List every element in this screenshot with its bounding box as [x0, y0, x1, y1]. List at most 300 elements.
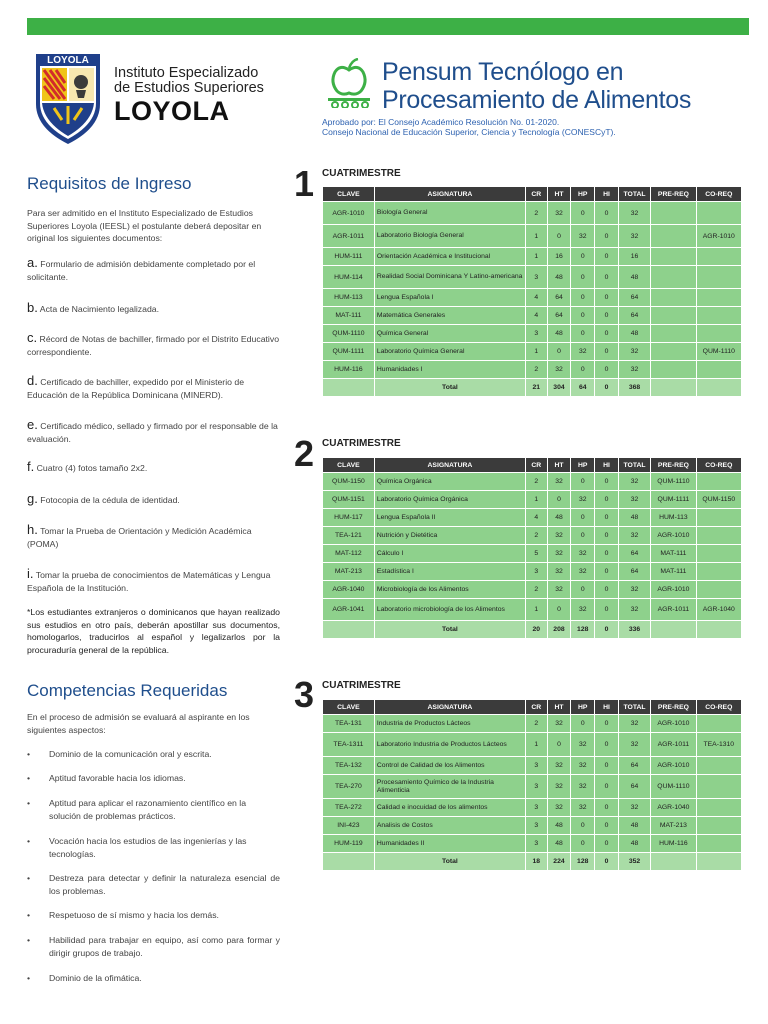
total-cell [696, 621, 741, 639]
table-cell: 32 [571, 733, 595, 757]
table-cell: 16 [547, 248, 571, 266]
total-cell: Total [374, 853, 525, 871]
table-cell [696, 473, 741, 491]
table-cell: 32 [618, 343, 650, 361]
table-cell: 0 [595, 289, 619, 307]
table-cell: TEA-1311 [323, 733, 375, 757]
table-cell: Industria de Productos Lácteos [374, 715, 525, 733]
total-cell [323, 853, 375, 871]
table-cell: 3 [526, 757, 548, 775]
table-cell: Analisis de Costos [374, 817, 525, 835]
table-header-row [323, 187, 742, 202]
table-cell: Lengua Española II [374, 509, 525, 527]
table-cell: 64 [618, 307, 650, 325]
total-cell [651, 853, 696, 871]
total-cell: 64 [571, 379, 595, 397]
table-cell: 0 [547, 343, 571, 361]
table-cell: 0 [595, 545, 619, 563]
competencia-item: • Dominio de la comunicación oral y escrita. [27, 749, 212, 759]
table-cell: 5 [526, 545, 548, 563]
table-cell: 4 [526, 307, 548, 325]
table-cell [696, 289, 741, 307]
table-cell: Control de Calidad de los Alimentos [374, 757, 525, 775]
table-cell: 3 [526, 266, 548, 289]
table-cell: 0 [595, 835, 619, 853]
total-cell [651, 379, 696, 397]
table-cell: 0 [571, 835, 595, 853]
table-cell [696, 799, 741, 817]
table-cell [651, 266, 696, 289]
competencia-item: • Aptitud para aplicar el razonamiento científico en la solución de problemas prácticos. [27, 798, 247, 821]
table-cell: 32 [547, 775, 571, 799]
table-cell: QUM-1110 [696, 343, 741, 361]
table-cell: 0 [595, 817, 619, 835]
table-cell: 32 [618, 715, 650, 733]
table-cell: 0 [571, 202, 595, 225]
table-cell: 64 [547, 289, 571, 307]
requisito-item: i. Tomar la prueba de conocimientos de Matemáticas y Lengua Española de la Institución. [27, 566, 271, 593]
table-cell: QUM-1111 [651, 491, 696, 509]
table-cell: HUM-116 [323, 361, 375, 379]
table-row [323, 325, 742, 343]
table-cell [651, 289, 696, 307]
table-cell: 48 [547, 266, 571, 289]
column-header: ASIGNATURA [374, 700, 525, 715]
table-cell: 64 [618, 757, 650, 775]
table-cell: 0 [571, 248, 595, 266]
total-cell: 128 [571, 621, 595, 639]
table-cell: QUM-1110 [651, 775, 696, 799]
table-cell: QUM-1150 [323, 473, 375, 491]
table-cell [651, 248, 696, 266]
table-cell: 0 [571, 266, 595, 289]
table-cell: INI-423 [323, 817, 375, 835]
table-cell: Lengua Española I [374, 289, 525, 307]
requisito-item: f. Cuatro (4) fotos tamaño 2x2. [27, 459, 148, 474]
table-cell: Laboratorio Química General [374, 343, 525, 361]
table-row [323, 757, 742, 775]
table-row [323, 581, 742, 599]
table-cell: AGR-1041 [323, 599, 375, 621]
column-header: CO-REQ [696, 458, 741, 473]
table-cell: MAT-111 [323, 307, 375, 325]
table-row [323, 563, 742, 581]
table-cell [651, 307, 696, 325]
table-cell: Cálculo I [374, 545, 525, 563]
requisito-item: g. Fotocopia de la cédula de identidad. [27, 491, 180, 506]
table-cell: 32 [547, 202, 571, 225]
table-cell [696, 527, 741, 545]
column-header: HT [547, 458, 571, 473]
total-row [323, 379, 742, 397]
table-cell: AGR-1011 [651, 733, 696, 757]
requisitos-title: Requisitos de Ingreso [27, 174, 192, 193]
semester-number: 2 [294, 433, 315, 474]
table-cell: 0 [595, 266, 619, 289]
table-cell: 3 [526, 325, 548, 343]
table-header-row [323, 700, 742, 715]
table-cell: TEA-272 [323, 799, 375, 817]
table-cell [696, 715, 741, 733]
table-cell: 0 [571, 361, 595, 379]
total-cell: 128 [571, 853, 595, 871]
table-cell: 0 [595, 225, 619, 248]
table-cell: Humanidades I [374, 361, 525, 379]
table-cell: QUM-1110 [323, 325, 375, 343]
table-cell: 0 [595, 527, 619, 545]
total-cell: 368 [618, 379, 650, 397]
table-cell [696, 248, 741, 266]
total-cell: 0 [595, 853, 619, 871]
table-cell: Matemática Generales [374, 307, 525, 325]
table-cell: 0 [595, 563, 619, 581]
table-cell: Procesamiento Químico de la Industria Alimenticia [374, 775, 525, 799]
table-cell: 32 [547, 563, 571, 581]
semester-number: 3 [294, 674, 315, 715]
requisito-item: h. Tomar la Prueba de Orientación y Medición Académica (POMA) [27, 522, 252, 549]
total-cell: 0 [595, 379, 619, 397]
competencias-title: Competencias Requeridas [27, 681, 228, 700]
svg-text:LOYOLA: LOYOLA [47, 55, 89, 66]
semester-label: CUATRIMESTRE [322, 438, 401, 449]
table-cell: 3 [526, 775, 548, 799]
table-row [323, 307, 742, 325]
table-cell: AGR-1010 [651, 581, 696, 599]
table-cell [696, 581, 741, 599]
semester-label: CUATRIMESTRE [322, 168, 401, 179]
requisito-item: a. Formulario de admisión debidamente completado por el solicitante. [27, 255, 256, 282]
column-header: TOTAL [618, 700, 650, 715]
total-row [323, 853, 742, 871]
table-cell: 4 [526, 289, 548, 307]
table-cell: TEA-131 [323, 715, 375, 733]
column-header: HI [595, 458, 619, 473]
table-cell: 32 [571, 563, 595, 581]
total-cell: 20 [526, 621, 548, 639]
column-header: PRE-REQ [651, 700, 696, 715]
table-cell: MAT-213 [323, 563, 375, 581]
semester-number: 1 [294, 163, 315, 204]
table-cell: 48 [547, 325, 571, 343]
approval-note: Aprobado por: El Consejo Académico Resolución No. 01-2020. Consejo Nacional de Educación Superior, Ciencia y Tecnología (CONESCyT). [322, 117, 616, 137]
table-cell: MAT-213 [651, 817, 696, 835]
table-cell [651, 343, 696, 361]
table-cell: 48 [618, 817, 650, 835]
total-cell: Total [374, 379, 525, 397]
table-cell: 32 [571, 757, 595, 775]
table-cell: 0 [571, 527, 595, 545]
column-header: TOTAL [618, 187, 650, 202]
table-row [323, 473, 742, 491]
total-cell: 304 [547, 379, 571, 397]
table-cell [696, 361, 741, 379]
table-cell: 32 [571, 343, 595, 361]
table-row [323, 248, 742, 266]
table-cell: QUM-1150 [696, 491, 741, 509]
table-row [323, 491, 742, 509]
table-cell: Química General [374, 325, 525, 343]
table-cell: 0 [547, 599, 571, 621]
table-cell: 32 [618, 225, 650, 248]
loyola-shield-logo [32, 46, 104, 146]
table-cell [696, 775, 741, 799]
table-cell: 0 [571, 817, 595, 835]
table-cell: 32 [618, 491, 650, 509]
table-cell: 16 [618, 248, 650, 266]
table-cell: 1 [526, 225, 548, 248]
table-cell [651, 325, 696, 343]
column-header: TOTAL [618, 458, 650, 473]
table-cell: HUM-116 [651, 835, 696, 853]
competencia-item: • Respetuoso de sí mismo y hacia los demás. [27, 910, 219, 920]
table-cell: 0 [595, 799, 619, 817]
table-cell: Calidad e inocuidad de los alimentos [374, 799, 525, 817]
table-cell: 32 [618, 361, 650, 379]
table-cell: 32 [618, 733, 650, 757]
table-cell: 0 [571, 325, 595, 343]
table-cell: 32 [618, 581, 650, 599]
table-cell: AGR-1011 [323, 225, 375, 248]
table-cell [696, 757, 741, 775]
column-header: CLAVE [323, 700, 375, 715]
table-cell: 0 [571, 307, 595, 325]
table-cell: 48 [547, 817, 571, 835]
table-cell: 0 [595, 491, 619, 509]
table-cell: AGR-1010 [696, 225, 741, 248]
curriculum-table-1 [322, 186, 742, 397]
table-cell: 0 [571, 289, 595, 307]
table-cell: TEA-121 [323, 527, 375, 545]
table-cell: 48 [618, 325, 650, 343]
total-cell [323, 621, 375, 639]
table-row [323, 799, 742, 817]
table-cell: 0 [595, 307, 619, 325]
foreign-students-note: *Los estudiantes extranjeros o dominicanos que hayan realizado sus estudios en otro país, deberán apostillar sus documentos, homologarlos, traducirlos al español y legalizarlos por la procuraduría general de la república. [27, 607, 280, 655]
table-cell: 32 [547, 361, 571, 379]
table-cell: 32 [547, 757, 571, 775]
column-header: HI [595, 187, 619, 202]
table-cell: 48 [547, 509, 571, 527]
table-cell: Orientación Académica e Institucional [374, 248, 525, 266]
table-cell: 1 [526, 248, 548, 266]
column-header: CR [526, 700, 548, 715]
semester-label: CUATRIMESTRE [322, 680, 401, 691]
table-cell: 3 [526, 835, 548, 853]
total-cell: Total [374, 621, 525, 639]
total-cell: 21 [526, 379, 548, 397]
table-cell: AGR-1040 [696, 599, 741, 621]
table-cell [696, 325, 741, 343]
table-cell: 0 [595, 599, 619, 621]
table-cell: 0 [595, 325, 619, 343]
total-cell [323, 379, 375, 397]
table-cell [696, 835, 741, 853]
column-header: HT [547, 700, 571, 715]
table-row [323, 509, 742, 527]
table-cell: 2 [526, 361, 548, 379]
table-row [323, 266, 742, 289]
table-cell [651, 202, 696, 225]
column-header: CO-REQ [696, 700, 741, 715]
table-cell: 32 [618, 202, 650, 225]
table-cell: TEA-132 [323, 757, 375, 775]
requisito-item: d. Certificado de bachiller, expedido por el Ministerio de Educación de la República Dominicana (MINERD). [27, 373, 245, 400]
top-green-bar [27, 18, 749, 35]
table-cell: MAT-111 [651, 545, 696, 563]
table-cell [696, 509, 741, 527]
column-header: HP [571, 187, 595, 202]
table-cell [696, 563, 741, 581]
table-cell [651, 225, 696, 248]
table-cell: 64 [547, 307, 571, 325]
table-cell: Laboratorio Industria de Productos Lácteos [374, 733, 525, 757]
table-cell: 2 [526, 581, 548, 599]
table-cell: 32 [618, 599, 650, 621]
table-header-row [323, 458, 742, 473]
table-cell: 0 [595, 509, 619, 527]
table-cell: HUM-113 [651, 509, 696, 527]
table-cell: AGR-1011 [651, 599, 696, 621]
total-cell: 336 [618, 621, 650, 639]
table-cell: Laboratorio Química Orgánica [374, 491, 525, 509]
table-cell: 32 [618, 527, 650, 545]
table-cell: 1 [526, 599, 548, 621]
table-cell: 32 [618, 473, 650, 491]
table-cell: 32 [571, 599, 595, 621]
table-cell: Biología General [374, 202, 525, 225]
table-row [323, 202, 742, 225]
table-cell: 32 [547, 527, 571, 545]
table-cell: 32 [547, 473, 571, 491]
table-cell: Estadística I [374, 563, 525, 581]
table-cell: 48 [618, 509, 650, 527]
table-cell [651, 361, 696, 379]
table-cell: 0 [571, 715, 595, 733]
column-header: CO-REQ [696, 187, 741, 202]
table-cell: 2 [526, 527, 548, 545]
table-cell: TEA-1310 [696, 733, 741, 757]
table-row [323, 289, 742, 307]
total-cell: 0 [595, 621, 619, 639]
table-cell: 0 [595, 343, 619, 361]
total-cell [696, 379, 741, 397]
apple-icon [326, 58, 372, 108]
table-cell: 32 [571, 491, 595, 509]
total-cell: 224 [547, 853, 571, 871]
table-cell: 0 [547, 225, 571, 248]
table-cell: 3 [526, 799, 548, 817]
table-cell: 0 [571, 509, 595, 527]
competencia-item: • Aptitud favorable hacia los idiomas. [27, 773, 186, 783]
total-cell [696, 853, 741, 871]
institution-name: Instituto Especializado de Estudios Superiores LOYOLA [114, 65, 264, 126]
table-cell: AGR-1010 [651, 757, 696, 775]
table-cell: 1 [526, 491, 548, 509]
table-cell [696, 545, 741, 563]
competencias-intro: En el proceso de admisión se evaluará al aspirante en los siguientes aspectos: [27, 712, 250, 735]
table-cell: AGR-1040 [323, 581, 375, 599]
table-row [323, 775, 742, 799]
table-cell: 3 [526, 817, 548, 835]
table-cell: AGR-1010 [323, 202, 375, 225]
table-cell: Nutrición y Dietética [374, 527, 525, 545]
column-header: ASIGNATURA [374, 187, 525, 202]
table-row [323, 835, 742, 853]
table-cell: 1 [526, 343, 548, 361]
requisito-item: c. Récord de Notas de bachiller, firmado por el Distrito Educativo correspondiente. [27, 330, 280, 357]
table-cell: 0 [595, 581, 619, 599]
table-cell: 4 [526, 509, 548, 527]
table-cell: 1 [526, 733, 548, 757]
requisito-item: e. Certificado médico, sellado y firmado por el responsable de la evaluación. [27, 417, 278, 444]
table-cell: HUM-114 [323, 266, 375, 289]
table-cell: 2 [526, 715, 548, 733]
table-cell: HUM-119 [323, 835, 375, 853]
table-cell: AGR-1010 [651, 715, 696, 733]
competencia-item: • Habilidad para trabajar en equipo, así como para formar y dirigir grupos de trabajo. [27, 935, 280, 958]
table-row [323, 733, 742, 757]
table-cell: 0 [547, 733, 571, 757]
column-header: CLAVE [323, 458, 375, 473]
table-cell: 32 [571, 225, 595, 248]
table-cell: 0 [595, 775, 619, 799]
table-cell: MAT-111 [651, 563, 696, 581]
column-header: HT [547, 187, 571, 202]
table-cell: MAT-112 [323, 545, 375, 563]
table-cell: 32 [618, 799, 650, 817]
table-row [323, 545, 742, 563]
table-cell: 64 [618, 289, 650, 307]
table-cell: QUM-1110 [651, 473, 696, 491]
table-cell: Realidad Social Dominicana Y Latino-americana [374, 266, 525, 289]
column-header: PRE-REQ [651, 458, 696, 473]
table-cell: 32 [547, 799, 571, 817]
table-row [323, 343, 742, 361]
table-row [323, 527, 742, 545]
column-header: HP [571, 700, 595, 715]
table-cell: HUM-117 [323, 509, 375, 527]
table-cell: 0 [595, 473, 619, 491]
table-cell: Laboratorio microbiología de los Alimentos [374, 599, 525, 621]
table-cell: 0 [595, 733, 619, 757]
table-cell: 32 [571, 545, 595, 563]
table-cell: 48 [618, 266, 650, 289]
column-header: CLAVE [323, 187, 375, 202]
table-cell: 64 [618, 545, 650, 563]
table-cell: 48 [618, 835, 650, 853]
table-cell: 32 [547, 545, 571, 563]
table-cell: 64 [618, 563, 650, 581]
table-cell: 32 [547, 581, 571, 599]
table-cell: 0 [571, 581, 595, 599]
table-cell [696, 202, 741, 225]
table-cell: Química Orgánica [374, 473, 525, 491]
table-row [323, 361, 742, 379]
table-cell: 0 [595, 248, 619, 266]
table-cell: AGR-1010 [651, 527, 696, 545]
table-row [323, 817, 742, 835]
table-cell: HUM-111 [323, 248, 375, 266]
table-cell: TEA-270 [323, 775, 375, 799]
table-cell [696, 307, 741, 325]
table-cell: 48 [547, 835, 571, 853]
table-cell: 0 [595, 361, 619, 379]
column-header: PRE-REQ [651, 187, 696, 202]
curriculum-table-2 [322, 457, 742, 639]
requisito-item: b. Acta de Nacimiento legalizada. [27, 300, 160, 315]
table-cell: 3 [526, 563, 548, 581]
table-cell: 64 [618, 775, 650, 799]
